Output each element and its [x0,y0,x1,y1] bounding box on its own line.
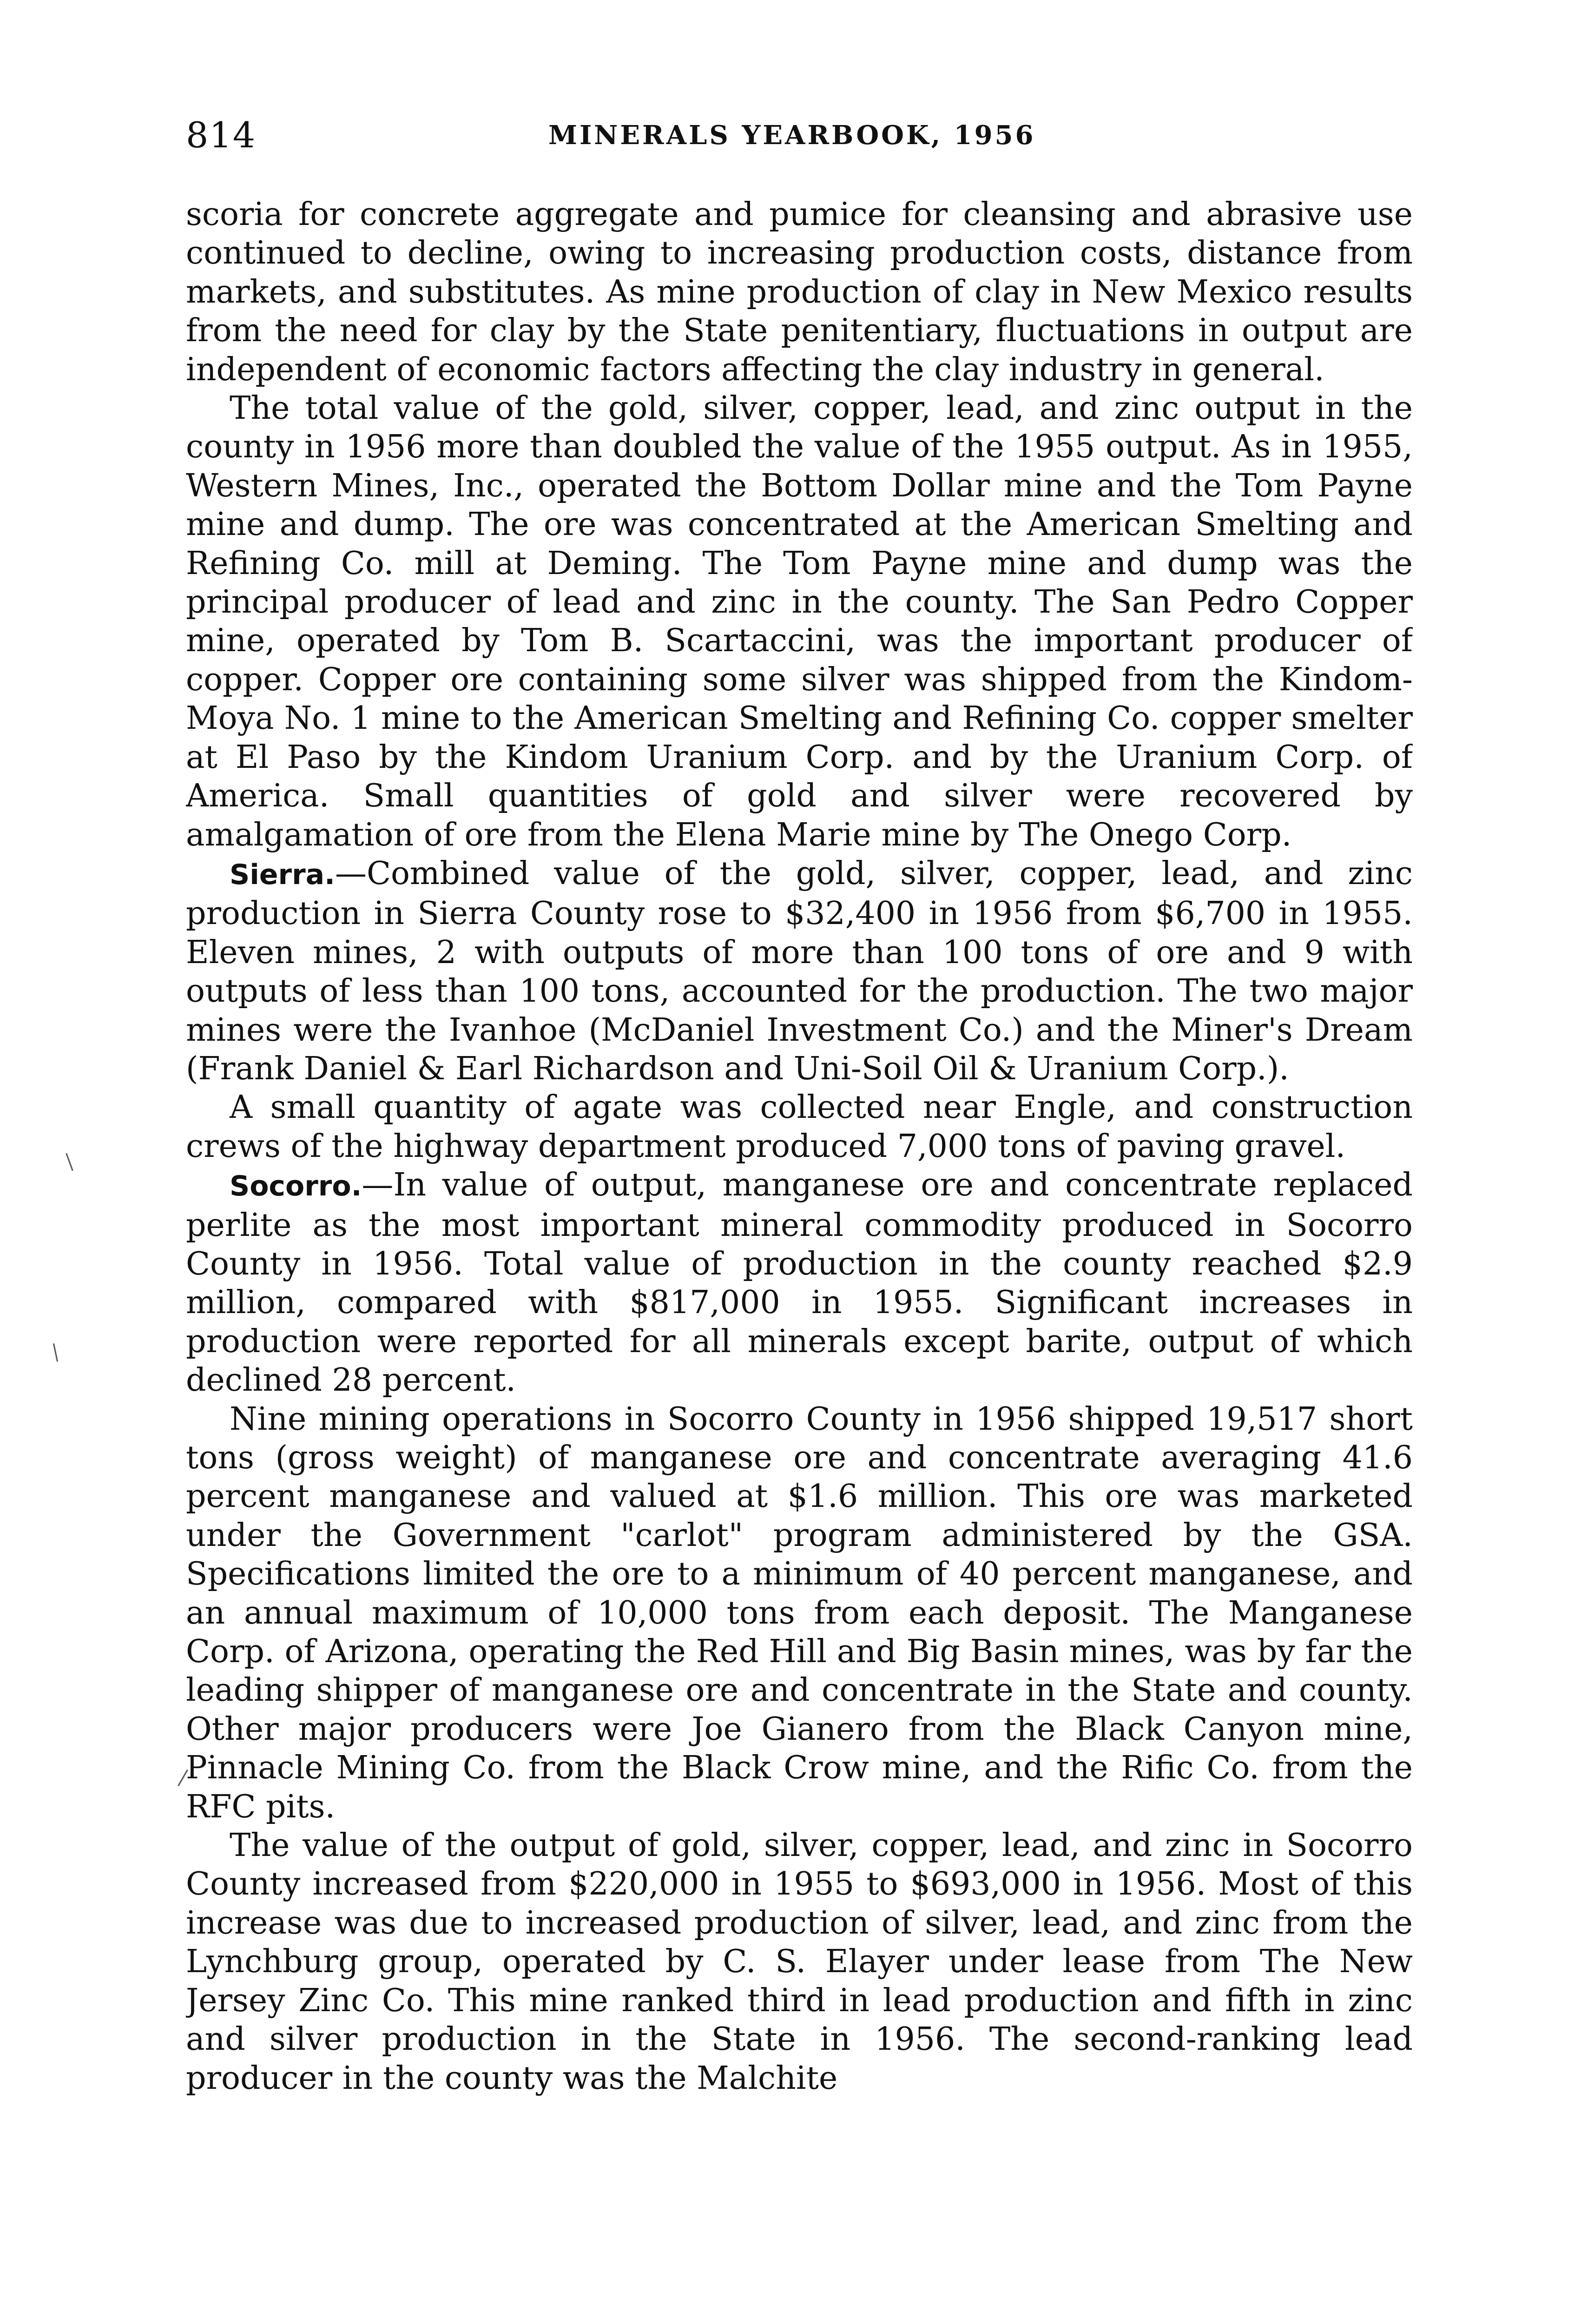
margin-mark [53,1343,58,1362]
section-lead-in: Sierra. [230,858,335,891]
paragraph-text: Nine mining operations in Socorro County in 1956 shipped 19,517 short tons (gross weight) of manganese ore and concentrate averaging 41.6 percent manganese and valued at $1.6 million. This ore was marketed under the Government "carlot" program administered by the GSA. Specifications limited the ore to a minimum of 40 percent manganese, and an annual maximum of 10,000 tons from each deposit. The Manganese Corp. of Arizona, operating the Red Hill and Big Basin mines, was by far the leading shipper of manganese ore and concentrate in the State and county. Other major producers were Joe Gianero from the Black Canyon mine, Pinnacle Mining Co. from the Black Crow mine, and the Rific Co. from the RFC pits. [186,1400,1413,1825]
paragraph [186,195,1413,389]
paragraph-socorro [186,1166,1413,1400]
paragraph [186,1088,1413,1166]
paragraph [186,1826,1413,2098]
paragraph-text: scoria for concrete aggregate and pumice for cleansing and abrasive use continued to decline, owing to increasing production costs, distance from markets, and substitutes. As mine production of clay in New Mexico results from the need for clay by the State penitentiary, fluctuations in output are independent of economic factors affecting the clay industry in general. [186,196,1413,388]
paragraph-text: —In value of output, manganese ore and concentrate replaced perlite as the most important mineral commodity produced in Socorro County in 1956. Total value of production in the county reached $2.9 million, compared with $817,000 in 1955. Significant increases in production were reported for all minerals except barite, output of which declined 28 percent. [186,1167,1413,1399]
paragraph-sierra [186,854,1413,1088]
paragraph-text: The value of the output of gold, silver, copper, lead, and zinc in Socorro County increased from $220,000 in 1955 to $693,000 in 1956. Most of this increase was due to increased production of silver, lead, and zinc from the Lynchburg group, operated by C. S. Elayer under lease from The New Jersey Zinc Co. This mine ranked third in lead production and fifth in zinc and silver production in the State in 1956. The second-ranking lead producer in the county was the Malchite [186,1827,1413,2097]
section-lead-in: Socorro. [230,1170,362,1203]
paragraph [186,389,1413,854]
paragraph-text: A small quantity of agate was collected near Engle, and construction crews of the highway department produced 7,000 tons of paving gravel. [186,1089,1413,1165]
body-text [186,195,1413,2273]
page-number: 814 [186,114,257,156]
margin-mark [66,1153,73,1171]
page-header [186,110,1413,161]
running-head: MINERALS YEARBOOK, 1956 [548,120,1036,151]
paragraph [186,1400,1413,1826]
paragraph-text: —Combined value of the gold, silver, copper, lead, and zinc production in Sierra County rose to $32,400 in 1956 from $6,700 in 1955. Eleven mines, 2 with outputs of more than 100 tons of ore and 9 with outputs of less than 100 tons, accounted for the production. The two major mines were the Ivanhoe (McDaniel Investment Co.) and the Miner's Dream (Frank Daniel & Earl Richardson and Uni-Soil Oil & Uranium Corp.). [186,855,1413,1087]
paragraph-text: The total value of the gold, silver, copper, lead, and zinc output in the county in 1956 more than doubled the value of the 1955 output. As in 1955, Western Mines, Inc., operated the Bottom Dollar mine and the Tom Payne mine and dump. The ore was concentrated at the American Smelting and Refining Co. mill at Deming. The Tom Payne mine and dump was the principal producer of lead and zinc in the county. The San Pedro Copper mine, operated by Tom B. Scartaccini, was the important producer of copper. Copper ore containing some silver was shipped from the Kindom-Moya No. 1 mine to the American Smelting and Refining Co. copper smelter at El Paso by the Kindom Uranium Corp. and by the Uranium Corp. of America. Small quantities of gold and silver were recovered by amalgamation of ore from the Elena Marie mine by The Onego Corp. [186,390,1413,853]
